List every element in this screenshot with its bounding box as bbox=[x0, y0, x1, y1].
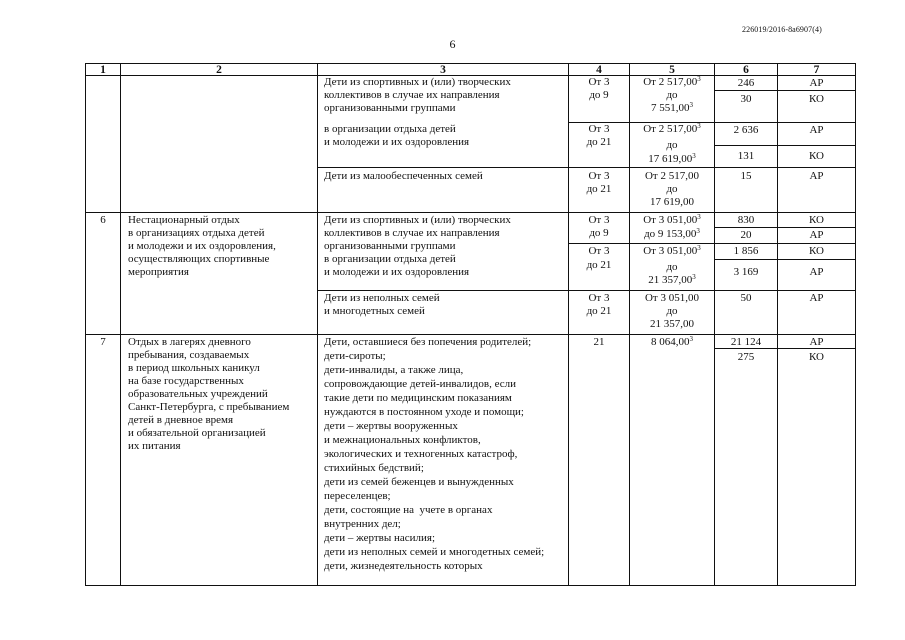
audience-line: дети-инвалиды, а также лица, bbox=[324, 364, 464, 376]
block6-top-border bbox=[85, 212, 855, 213]
audience-line: и молодежи и их оздоровления bbox=[324, 266, 470, 278]
audience-line: сопровождающие детей-инвалидов, если bbox=[324, 378, 517, 390]
count-cell: 20 bbox=[740, 229, 752, 241]
price-cell: до 9 153,00$^3$ bbox=[644, 227, 700, 240]
service-name-line: образовательных учреждений bbox=[128, 388, 268, 400]
source-cell: КО bbox=[808, 351, 824, 363]
col2-left-border bbox=[120, 63, 121, 586]
price-cell: От 3 051,00$^3$ bbox=[643, 213, 701, 226]
column-header: 2 bbox=[216, 64, 222, 76]
audience-line: коллективов в случае их направления bbox=[324, 227, 500, 239]
source-cell: КО bbox=[808, 150, 824, 162]
audience-line: Дети из неполных семей bbox=[324, 292, 440, 304]
source-cell: КО bbox=[808, 245, 824, 257]
source-cell: КО bbox=[808, 214, 824, 226]
column-header: 1 bbox=[100, 64, 106, 76]
price-cell: От 2 517,00 bbox=[644, 170, 699, 182]
count-cell: 1 856 bbox=[733, 245, 759, 257]
price-cell: От 3 051,00 bbox=[644, 292, 699, 304]
service-name-line: пребывания, создаваемых bbox=[128, 349, 250, 361]
row-number: 6 bbox=[100, 214, 106, 226]
column-header: 7 bbox=[813, 64, 820, 76]
col6-left-border bbox=[714, 63, 715, 586]
price-cell: до bbox=[666, 139, 678, 151]
source-cell: АР bbox=[809, 229, 824, 241]
age-range: до 9 bbox=[589, 89, 609, 101]
audience-line: переселенцев; bbox=[324, 490, 391, 502]
service-name-line: Нестационарный отдых bbox=[128, 214, 240, 226]
audience-line: Дети, оставшиеся без попечения родителей; bbox=[324, 336, 532, 348]
audience-line: экологических и техногенных катастроф, bbox=[324, 448, 518, 460]
audience-line: внутренних дел; bbox=[324, 518, 401, 530]
service-name-line: детей в дневное время bbox=[128, 414, 234, 426]
price-cell: 17 619,00 bbox=[650, 196, 694, 208]
count-cell: 246 bbox=[737, 77, 755, 89]
source-cell: АР bbox=[809, 266, 824, 278]
age-range: От 3 bbox=[588, 170, 610, 182]
source-cell: АР bbox=[809, 77, 824, 89]
service-name-line: осуществляющих спортивные bbox=[128, 253, 270, 265]
audience-line: Дети из спортивных и (или) творческих bbox=[324, 214, 511, 226]
price-cell: 21 357,00$^3$ bbox=[648, 273, 696, 286]
col7-left-border bbox=[777, 63, 778, 586]
row-number: 7 bbox=[100, 336, 106, 348]
age-range: От 3 bbox=[588, 76, 610, 88]
price-cell: 21 357,00 bbox=[650, 318, 694, 330]
age-range: до 21 bbox=[586, 259, 612, 271]
audience-line: Дети из малообеспеченных семей bbox=[324, 170, 483, 182]
price-cell: 7 551,00$^3$ bbox=[651, 101, 693, 114]
column-header: 4 bbox=[596, 64, 602, 76]
audience-line: такие дети по медицинским показаниям bbox=[324, 392, 512, 404]
count-cell: 2 636 bbox=[733, 124, 759, 136]
audience-line: дети, состоящие на учете в органах bbox=[324, 504, 493, 516]
price-cell: От 3 051,00$^3$ bbox=[643, 244, 701, 257]
table-bottom-border bbox=[85, 585, 855, 586]
age-range: От 3 bbox=[588, 123, 610, 135]
audience-line: в организации отдыха детей bbox=[324, 123, 456, 135]
audience-line: и межнациональных конфликтов, bbox=[324, 434, 481, 446]
block6-group2-border bbox=[569, 243, 855, 244]
document-id: 226019/2016-8a6907(4) bbox=[742, 25, 822, 34]
blockA-row-divider bbox=[715, 145, 855, 146]
audience-line: дети – жертвы вооруженных bbox=[324, 420, 458, 432]
service-name-line: в организациях отдыха детей bbox=[128, 227, 265, 239]
service-name-line: Отдых в лагерях дневного bbox=[128, 336, 251, 348]
audience-line: коллективов в случае их направления bbox=[324, 89, 500, 101]
audience-line: стихийных бедствий; bbox=[324, 462, 424, 474]
audience-line: и молодежи и их оздоровления bbox=[324, 136, 470, 148]
audience-line: в организации отдыха детей bbox=[324, 253, 456, 265]
audience-line: организованными группами bbox=[324, 102, 456, 114]
age-range: 21 bbox=[593, 336, 605, 348]
source-cell: АР bbox=[809, 292, 824, 304]
audience-line: организованными группами bbox=[324, 240, 456, 252]
age-range: до 21 bbox=[586, 183, 612, 195]
age-range: до 21 bbox=[586, 305, 612, 317]
column-header: 5 bbox=[669, 64, 675, 76]
audience-line: дети из неполных семей и многодетных семей; bbox=[324, 546, 545, 558]
audience-line: дети-сироты; bbox=[324, 350, 386, 362]
count-cell: 275 bbox=[737, 351, 755, 363]
audience-line: нуждаются в постоянном уходе и помощи; bbox=[324, 406, 524, 418]
price-cell: От 2 517,00$^3$ bbox=[643, 122, 701, 135]
count-cell: 3 169 bbox=[733, 266, 759, 278]
service-name-line: Санкт-Петербурга, с пребыванием bbox=[128, 401, 290, 413]
service-name-line: мероприятия bbox=[128, 266, 189, 278]
col1-left-border bbox=[85, 63, 86, 586]
audience-line: дети, жизнедеятельность которых bbox=[324, 560, 483, 572]
service-name-line: и обязательной организацией bbox=[128, 427, 266, 439]
block7-top-border bbox=[85, 334, 855, 335]
source-cell: КО bbox=[808, 93, 824, 105]
source-cell: АР bbox=[809, 336, 824, 348]
column-header: 3 bbox=[440, 64, 446, 76]
price-cell: От 2 517,00$^3$ bbox=[643, 75, 701, 88]
audience-line: и многодетных семей bbox=[324, 305, 425, 317]
audience-line: Дети из спортивных и (или) творческих bbox=[324, 76, 511, 88]
col3-left-border bbox=[317, 63, 318, 586]
price-cell: до bbox=[666, 183, 678, 195]
price-cell: 17 619,00$^3$ bbox=[648, 152, 696, 165]
blockA-group3-border bbox=[318, 167, 855, 168]
service-name-line: их питания bbox=[128, 440, 181, 452]
count-cell: 830 bbox=[737, 214, 755, 226]
count-cell: 131 bbox=[737, 150, 755, 162]
page-number: 6 bbox=[449, 37, 456, 51]
audience-line: дети из семей беженцев и вынужденных bbox=[324, 476, 514, 488]
age-range: От 3 bbox=[588, 245, 610, 257]
block6-row-divider bbox=[715, 227, 855, 228]
count-cell: 30 bbox=[740, 93, 752, 105]
age-range: до 9 bbox=[589, 227, 609, 239]
age-range: От 3 bbox=[588, 292, 610, 304]
price-cell: до bbox=[666, 261, 678, 273]
table-right-border bbox=[855, 63, 856, 586]
source-cell: АР bbox=[809, 124, 824, 136]
block6-row-divider bbox=[715, 259, 855, 260]
price-cell: 8 064,00$^3$ bbox=[651, 335, 693, 348]
price-cell: до bbox=[666, 89, 678, 101]
service-name-line: в период школьных каникул bbox=[128, 362, 260, 374]
block6-group3-border bbox=[318, 290, 855, 291]
age-range: От 3 bbox=[588, 214, 610, 226]
column-header: 6 bbox=[743, 64, 749, 76]
service-name-line: и молодежи и их оздоровления, bbox=[128, 240, 276, 252]
blockA-row-divider bbox=[715, 90, 855, 91]
price-cell: до bbox=[666, 305, 678, 317]
count-cell: 15 bbox=[740, 170, 752, 182]
age-range: до 21 bbox=[586, 136, 612, 148]
audience-line: дети – жертвы насилия; bbox=[324, 532, 436, 544]
source-cell: АР bbox=[809, 170, 824, 182]
count-cell: 50 bbox=[740, 292, 752, 304]
count-cell: 21 124 bbox=[730, 336, 762, 348]
service-name-line: на базе государственных bbox=[128, 375, 244, 387]
